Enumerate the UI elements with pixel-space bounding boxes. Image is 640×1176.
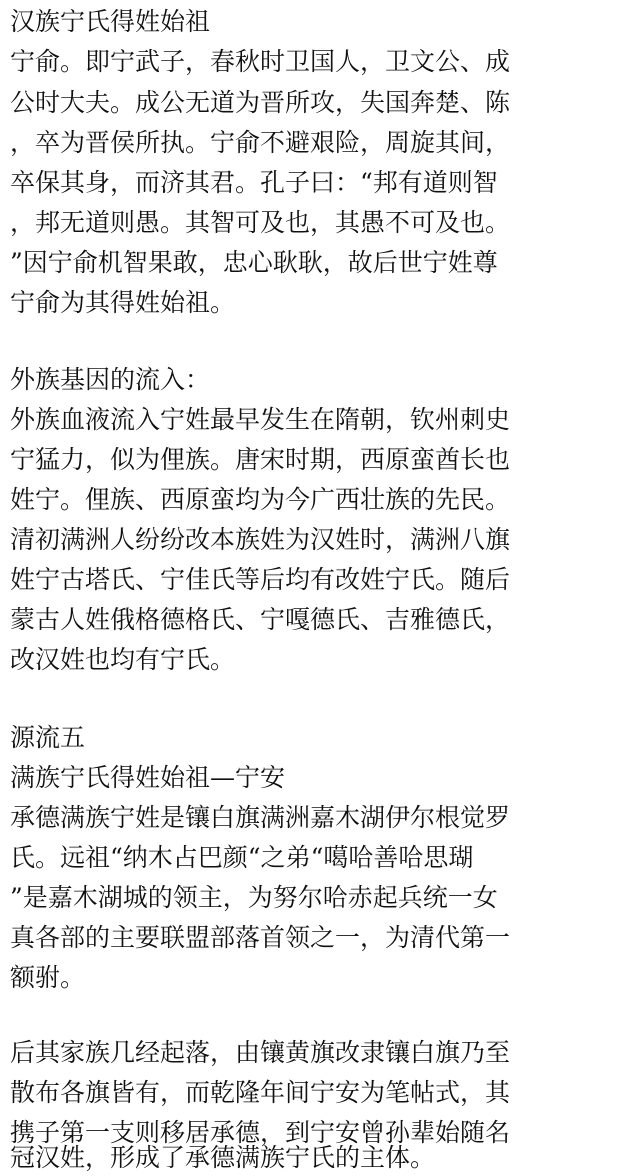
heading-ning-ancestor: 汉族宁氏得姓始祖 (10, 7, 211, 36)
text-line: 姓宁古塔氏、宁佳氏等后均有改姓宁氏。随后 (10, 565, 511, 594)
text-line: 真各部的主要联盟部落首领之一，为清代第一 (10, 923, 511, 952)
text-line: 散布各旗皆有，而乾隆年间宁安为笔帖式，其 (10, 1078, 511, 1107)
text-line: 氏。远祖“纳木占巴颜“之弟“噶哈善哈思瑚 (10, 843, 474, 872)
heading-manchu-ancestor: 满族宁氏得姓始祖—宁安 (10, 763, 286, 792)
text-line: 承德满族宁姓是镶白旗满洲嘉木湖伊尔根觉罗 (10, 803, 511, 832)
heading-foreign-genes: 外族基因的流入： (10, 365, 211, 394)
text-line: 宁猛力，似为俚族。唐宋时期，西原蛮酋长也 (10, 445, 511, 474)
text-line: ”是嘉木湖城的领主，为努尔哈赤起兵统一女 (10, 883, 498, 912)
heading-source-five: 源流五 (10, 723, 86, 752)
text-line: 携子第一支则移居承德，到宁安曾孙辈始随名 (10, 1118, 511, 1147)
text-line: ”因宁俞机智果敢，忠心耿耿，故后世宁姓尊 (10, 248, 498, 277)
text-line: 宁俞为其得姓始祖。 (10, 288, 236, 317)
text-line: 后其家族几经起落，由镶黄旗改隶镶白旗乃至 (10, 1038, 511, 1067)
text-line: 卒保其身，而济其君。孔子曰：“邦有道则智 (10, 168, 498, 197)
text-line: 宁俞。即宁武子，春秋时卫国人，卫文公、成 (10, 47, 511, 76)
text-line: 蒙古人姓俄格德格氏、宁嘎德氏、吉雅德氏， (10, 605, 511, 634)
text-line: 外族血液流入宁姓最早发生在隋朝，钦州刺史 (10, 405, 511, 434)
text-line: 清初满洲人纷纷改本族姓为汉姓时，满洲八旗 (10, 525, 511, 554)
text-line: 额驸。 (10, 963, 86, 992)
text-line: ，邦无道则愚。其智可及也，其愚不可及也。 (10, 208, 511, 237)
text-line: ，卒为晋侯所执。宁俞不避艰险，周旋其间， (10, 128, 511, 157)
text-line: 改汉姓也均有宁氏。 (10, 645, 236, 674)
text-line: 姓宁。俚族、西原蛮均为今广西壮族的先民。 (10, 485, 511, 514)
text-line: 冠汉姓，形成了承德满族宁氏的主体。 (10, 1143, 436, 1172)
text-line: 公时大夫。成公无道为晋所攻，失国奔楚、陈 (10, 88, 511, 117)
